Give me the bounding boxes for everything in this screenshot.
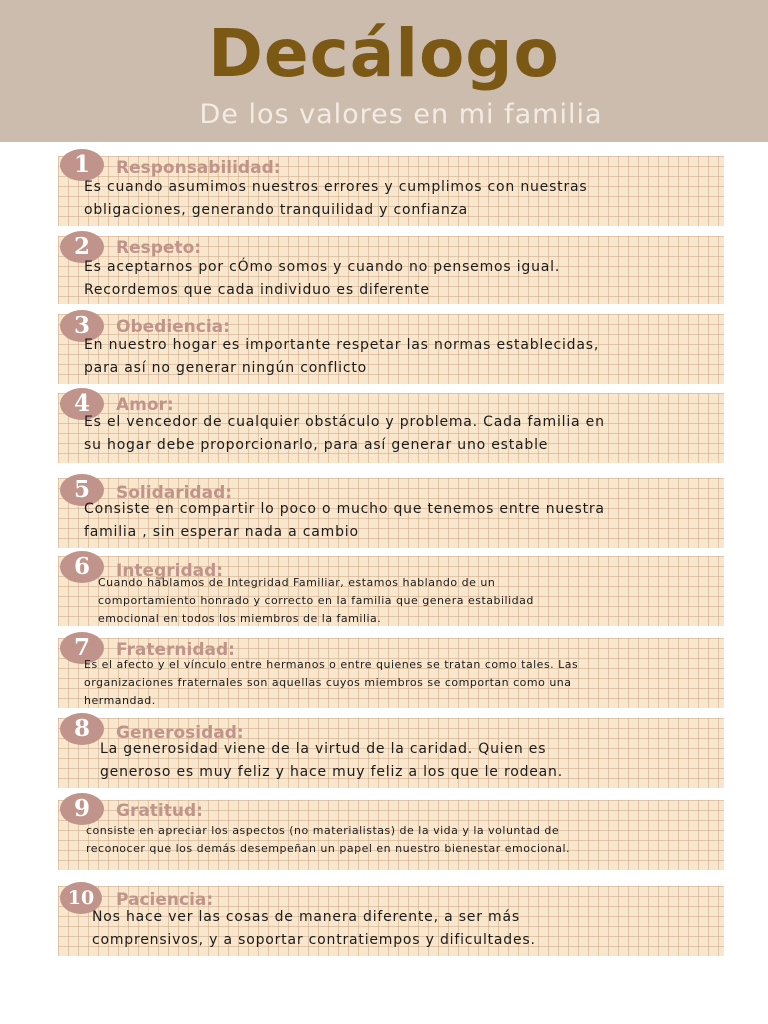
value-description-9 [86,822,724,858]
value-title-3: Obediencia: [116,317,230,337]
number-badge-4: 4 [60,388,104,420]
value-title-5: Solidaridad: [116,483,233,503]
value-title-4: Amor: [116,395,174,415]
value-title-6: Integridad: [116,561,224,581]
value-description-3 [84,334,722,380]
header-banner [0,0,768,142]
value-description-4 [84,411,722,457]
number-badge-5: 5 [60,474,104,506]
description-line: Es aceptarnos por cÓmo somos y cuando no pensemos igual. [84,259,561,275]
value-description-8 [100,738,738,784]
value-title-1: Responsabilidad: [116,158,281,178]
page-title: Decálogo [208,15,560,92]
number-badge-2: 2 [60,231,104,263]
value-title-2: Respeto: [116,238,202,258]
number-badge-8: 8 [60,713,104,745]
description-line: Consiste en compartir lo poco o mucho que tenemos entre nuestra [84,501,605,517]
description-line: familia , sin esperar nada a cambio [84,524,359,540]
value-description-6 [98,574,736,628]
value-title-7: Fraternidad: [116,640,235,660]
value-description-10 [92,906,730,952]
description-line: Nos hace ver las cosas de manera diferente, a ser más [92,909,520,925]
description-line: comprensivos, y a soportar contratiempos y dificultades. [92,932,536,948]
value-description-5 [84,498,722,544]
value-title-8: Generosidad: [116,723,244,743]
description-line: Es el vencedor de cualquier obstáculo y problema. Cada familia en [84,414,605,430]
description-line: emocional en todos los miembros de la familia. [98,612,382,625]
description-line: reconocer que los demás desempeñan un papel en nuestro bienestar emocional. [86,842,571,855]
description-line: consiste en apreciar los aspectos (no materialistas) de la vida y la voluntad de [86,824,560,837]
page-subtitle: De los valores en mi familia [199,99,603,130]
number-badge-7: 7 [60,632,104,664]
description-line: Es el afecto y el vínculo entre hermanos o entre quienes se tratan como tales. Las [84,658,579,671]
description-line: su hogar debe proporcionarlo, para así generar uno estable [84,437,549,453]
description-line: La generosidad viene de la virtud de la caridad. Quien es [100,741,547,757]
description-line: generoso es muy feliz y hace muy feliz a los que le rodean. [100,764,563,780]
number-badge-6: 6 [60,551,104,583]
description-line: Cuando hablamos de Integridad Familiar, estamos hablando de un [98,576,496,589]
description-line: En nuestro hogar es importante respetar las normas establecidas, [84,337,600,353]
value-description-2 [84,256,722,302]
description-line: para así no generar ningún conflicto [84,360,367,376]
number-badge-9: 9 [60,793,104,825]
description-line: Recordemos que cada individuo es diferente [84,282,430,298]
number-badge-1: 1 [60,149,104,181]
description-line: obligaciones, generando tranquilidad y confianza [84,202,469,218]
value-description-1 [84,176,722,222]
description-line: comportamiento honrado y correcto en la familia que genera estabilidad [98,594,534,607]
value-title-10: Paciencia: [116,890,214,910]
description-line: organizaciones fraternales son aquellas cuyos miembros se comportan como una [84,676,572,689]
value-title-9: Gratitud: [116,801,203,821]
description-line: Es cuando asumimos nuestros errores y cumplimos con nuestras [84,179,588,195]
number-badge-10: 10 [60,882,102,914]
number-badge-3: 3 [60,310,104,342]
value-description-7 [84,656,722,710]
description-line: hermandad. [84,694,156,707]
